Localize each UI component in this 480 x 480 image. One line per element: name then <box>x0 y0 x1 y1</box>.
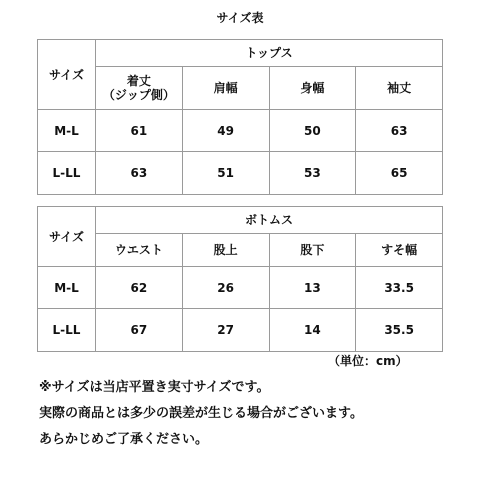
column-header: すそ幅 <box>356 234 443 267</box>
size-header: サイズ <box>38 40 96 110</box>
bottoms-size-table <box>37 206 443 352</box>
column-header: 着丈 （ジップ側） <box>96 67 183 110</box>
value-cell: 26 <box>182 267 269 309</box>
table-row <box>38 110 443 152</box>
column-header: 身幅 <box>269 67 356 110</box>
footer-line: ※サイズは当店平置き実寸サイズです。 <box>39 380 270 395</box>
value-cell: 27 <box>182 309 269 352</box>
value-cell: 49 <box>182 110 269 152</box>
size-cell: L-LL <box>38 152 96 195</box>
value-cell: 62 <box>96 267 183 309</box>
column-header: 股上 <box>182 234 269 267</box>
value-cell: 35.5 <box>356 309 443 352</box>
value-cell: 51 <box>182 152 269 195</box>
footer-notes <box>39 375 363 453</box>
value-cell: 14 <box>269 309 356 352</box>
value-cell: 13 <box>269 267 356 309</box>
value-cell: 50 <box>269 110 356 152</box>
tops-size-table <box>37 39 443 195</box>
column-header: 袖丈 <box>356 67 443 110</box>
table-row <box>38 267 443 309</box>
value-cell: 33.5 <box>356 267 443 309</box>
value-cell: 63 <box>96 152 183 195</box>
size-cell: M-L <box>38 267 96 309</box>
table-row <box>38 309 443 352</box>
size-cell: M-L <box>38 110 96 152</box>
group-header: トップス <box>96 40 443 67</box>
page-title: サイズ表 <box>216 11 264 25</box>
table-row <box>38 152 443 195</box>
column-header: ウエスト <box>96 234 183 267</box>
value-cell: 63 <box>356 110 443 152</box>
footer-line: あらかじめご了承ください。 <box>39 432 209 447</box>
footer-line: 実際の商品とは多少の誤差が生じる場合がございます。 <box>39 406 363 421</box>
value-cell: 65 <box>356 152 443 195</box>
size-cell: L-LL <box>38 309 96 352</box>
column-header: 股下 <box>269 234 356 267</box>
value-cell: 67 <box>96 309 183 352</box>
value-cell: 61 <box>96 110 183 152</box>
unit-note: （単位：cm） <box>328 354 408 368</box>
value-cell: 53 <box>269 152 356 195</box>
size-header: サイズ <box>38 207 96 267</box>
column-header: 肩幅 <box>182 67 269 110</box>
group-header: ボトムス <box>96 207 443 234</box>
